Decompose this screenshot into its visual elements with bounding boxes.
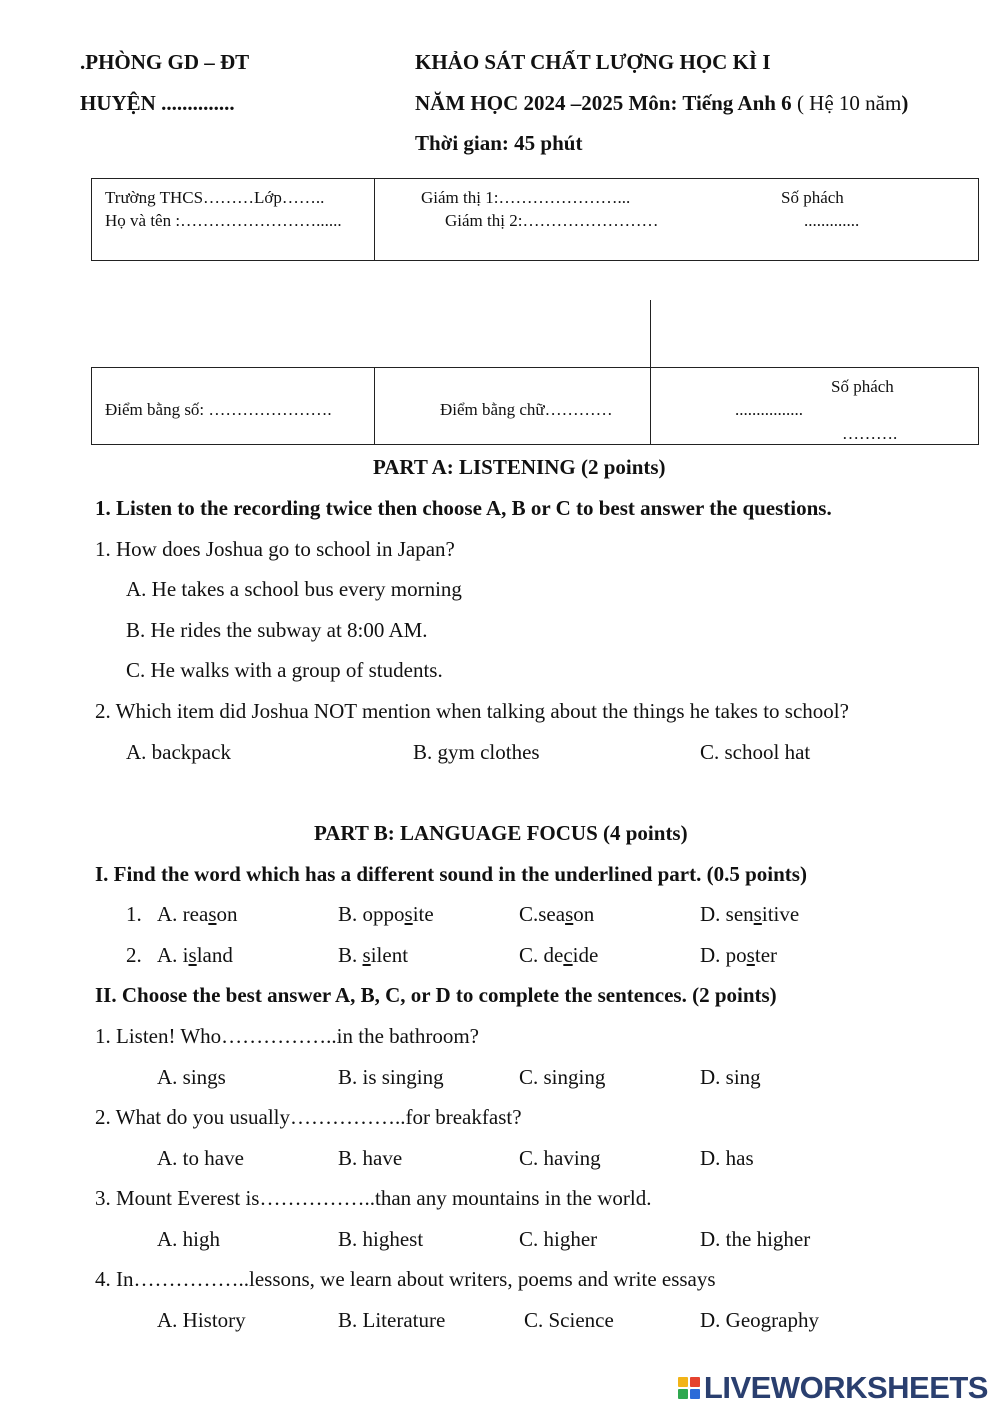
listening-q1-option-c[interactable]: C. He walks with a group of students. xyxy=(126,658,443,682)
part-a-title: PART A: LISTENING (2 points) xyxy=(373,455,666,479)
part-b-title: PART B: LANGUAGE FOCUS (4 points) xyxy=(314,821,688,845)
pronunciation-q2-option-a-pre: A. i xyxy=(157,943,189,967)
exam-title: KHẢO SÁT CHẤT LƯỢNG HỌC KÌ I xyxy=(415,50,771,74)
grammar-question-1: 1. Listen! Who……………..in the bathroom? xyxy=(95,1024,479,1048)
pronunciation-q2-option-d-underline: s xyxy=(746,943,755,967)
score-so-phach-dots-1: ................ xyxy=(735,400,803,419)
listening-question-1: 1. How does Joshua go to school in Japan? xyxy=(95,537,455,561)
exam-year-bold: NĂM HỌC 2024 –2025 Môn: Tiếng Anh 6 xyxy=(415,91,792,115)
pronunciation-q2-number: 2. xyxy=(126,943,142,967)
section-2-title: II. Choose the best answer A, B, C, or D to complete the sentences. (2 points) xyxy=(95,983,777,1007)
grammar-q3-option-a[interactable]: A. high xyxy=(157,1227,220,1251)
section-1-title: I. Find the word which has a different sound in the underlined part. (0.5 points) xyxy=(95,862,807,886)
logo-square-yellow xyxy=(678,1377,688,1387)
grammar-q1-option-c[interactable]: C. singing xyxy=(519,1065,606,1089)
pronunciation-q2-option-c-post: ide xyxy=(572,943,599,967)
proctor-1-field[interactable]: Giám thị 1:…………………... xyxy=(421,188,631,207)
school-class-field[interactable]: Trường THCS………Lớp…….. xyxy=(105,188,325,207)
pronunciation-q2-option-a-underline: s xyxy=(188,943,197,967)
liveworksheets-watermark xyxy=(678,1370,988,1406)
score-words-field[interactable]: Điểm bằng chữ………… xyxy=(440,400,613,419)
listening-q1-option-b[interactable]: B. He rides the subway at 8:00 AM. xyxy=(126,618,428,642)
cut-line xyxy=(650,300,651,367)
pronunciation-q2-option-d-pre: D. po xyxy=(700,943,747,967)
pronunciation-q1-option-d-underline: s xyxy=(753,902,762,926)
pronunciation-q2-option-a[interactable] xyxy=(157,943,233,968)
pronunciation-q2-option-b[interactable] xyxy=(338,943,408,968)
grammar-q1-option-a[interactable]: A. sings xyxy=(157,1065,226,1089)
pronunciation-q1-option-a[interactable] xyxy=(157,902,238,927)
grammar-q1-option-b[interactable]: B. is singing xyxy=(338,1065,444,1089)
so-phach-dots: ............. xyxy=(804,211,860,230)
logo-square-blue xyxy=(690,1389,700,1399)
grammar-q4-option-c[interactable]: C. Science xyxy=(524,1308,614,1332)
pronunciation-q2-option-c-pre: C. de xyxy=(519,943,564,967)
exam-year-close: ) xyxy=(901,91,909,115)
pronunciation-q2-option-b-post: ilent xyxy=(370,943,409,967)
pronunciation-q2-option-a-post: land xyxy=(196,943,233,967)
score-so-phach-label: Số phách xyxy=(831,377,894,396)
pronunciation-q2-option-d[interactable] xyxy=(700,943,777,968)
score-so-phach-dots-2: ………. xyxy=(842,424,898,443)
grammar-q2-option-a[interactable]: A. to have xyxy=(157,1146,244,1170)
grammar-q2-option-b[interactable]: B. have xyxy=(338,1146,403,1170)
pronunciation-q2-option-c-underline: c xyxy=(563,943,573,967)
pronunciation-q1-number: 1. xyxy=(126,902,142,926)
pronunciation-q1-option-b-post: ite xyxy=(412,902,434,926)
grammar-question-3: 3. Mount Everest is……………..than any mountains in the world. xyxy=(95,1186,652,1210)
pronunciation-q1-option-c-post: on xyxy=(573,902,595,926)
pronunciation-q2-option-b-pre: B. xyxy=(338,943,363,967)
logo-square-red xyxy=(690,1377,700,1387)
listening-q2-option-b[interactable]: B. gym clothes xyxy=(413,740,540,764)
score-box-divider-1 xyxy=(374,367,375,445)
pronunciation-q1-option-d[interactable] xyxy=(700,902,799,927)
exam-year-subject xyxy=(415,91,908,116)
grammar-q2-option-c[interactable]: C. having xyxy=(519,1146,601,1170)
liveworksheets-text: LIVEWORKSHEETS xyxy=(703,1370,988,1405)
grammar-question-4: 4. In……………..lessons, we learn about writers, poems and write essays xyxy=(95,1267,716,1291)
listening-q2-option-c[interactable]: C. school hat xyxy=(700,740,811,764)
pronunciation-q1-option-b-underline: s xyxy=(404,902,413,926)
grammar-q3-option-b[interactable]: B. highest xyxy=(338,1227,424,1251)
pronunciation-q2-option-d-post: ter xyxy=(754,943,778,967)
score-number-field[interactable]: Điểm bằng số: …………………. xyxy=(105,400,332,419)
part-a-instruction: 1. Listen to the recording twice then choose A, B or C to best answer the questions. xyxy=(95,496,832,520)
pronunciation-q1-option-d-post: itive xyxy=(761,902,800,926)
info-box-divider xyxy=(374,178,375,261)
pronunciation-q2-option-c[interactable] xyxy=(519,943,598,968)
grammar-q3-option-d[interactable]: D. the higher xyxy=(700,1227,811,1251)
pronunciation-q2-option-b-underline: s xyxy=(362,943,371,967)
grammar-q4-option-d[interactable]: D. Geography xyxy=(700,1308,819,1332)
department-name: .PHÒNG GD – ĐT xyxy=(80,50,250,74)
exam-time: Thời gian: 45 phút xyxy=(415,131,583,155)
proctor-2-field[interactable]: Giám thị 2:…………………… xyxy=(445,211,659,230)
liveworksheets-logo-icon xyxy=(678,1377,700,1399)
pronunciation-q1-option-a-post: on xyxy=(216,902,238,926)
grammar-q3-option-c[interactable]: C. higher xyxy=(519,1227,598,1251)
grammar-q4-option-b[interactable]: B. Literature xyxy=(338,1308,446,1332)
pronunciation-q1-option-a-pre: A. rea xyxy=(157,902,209,926)
pronunciation-q1-option-c[interactable] xyxy=(519,902,594,927)
pronunciation-q1-option-b[interactable] xyxy=(338,902,434,927)
grammar-question-2: 2. What do you usually……………..for breakfast? xyxy=(95,1105,522,1129)
exam-year-plain: ( Hệ 10 năm xyxy=(791,91,902,115)
pronunciation-q1-option-a-underline: s xyxy=(208,902,217,926)
pronunciation-q1-option-d-pre: D. sen xyxy=(700,902,754,926)
pronunciation-q1-option-c-underline: s xyxy=(565,902,574,926)
score-box-divider-2 xyxy=(650,367,651,445)
listening-q2-option-a[interactable]: A. backpack xyxy=(126,740,231,764)
grammar-q4-option-a[interactable]: A. History xyxy=(157,1308,246,1332)
student-name-field[interactable]: Họ và tên :……………………...... xyxy=(105,211,342,230)
logo-square-green xyxy=(678,1389,688,1399)
district-name: HUYỆN .............. xyxy=(80,91,235,115)
grammar-q2-option-d[interactable]: D. has xyxy=(700,1146,754,1170)
so-phach-label: Số phách xyxy=(781,188,844,207)
grammar-q1-option-d[interactable]: D. sing xyxy=(700,1065,761,1089)
listening-question-2: 2. Which item did Joshua NOT mention when talking about the things he takes to school? xyxy=(95,699,849,723)
listening-q1-option-a[interactable]: A. He takes a school bus every morning xyxy=(126,577,462,601)
pronunciation-q1-option-c-pre: C.sea xyxy=(519,902,566,926)
pronunciation-q1-option-b-pre: B. oppo xyxy=(338,902,405,926)
